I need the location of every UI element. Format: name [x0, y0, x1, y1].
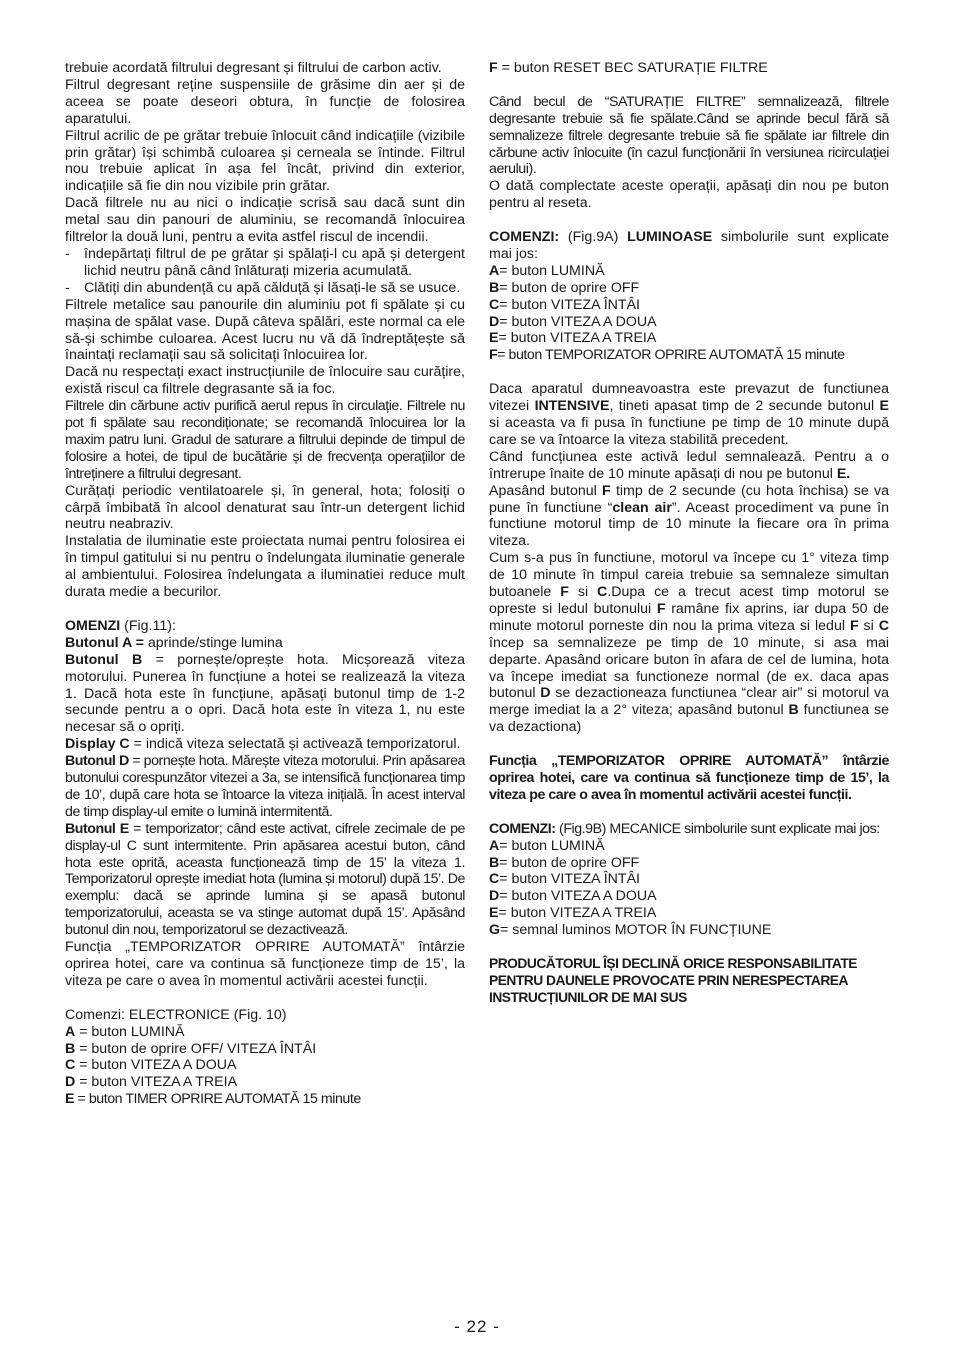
mecanice-item: C= buton VITEZA ÎNTÂI	[489, 871, 641, 888]
led-paragraph: Când funcțiunea este activă ledul semnalează. Pentru a o întrerupe înaite de 10 minute apăsați di nou pe butonul E.	[489, 448, 889, 482]
maintenance-paragraph: Curățați periodic ventilatoarele și, în general, hota; folosiți o cârpă îmbibată în alcool denaturat sau într-un detergent lichid neutru neabraziv.	[65, 482, 465, 533]
reset-button-desc: F = buton RESET BEC SATURAȚIE FILTRE	[489, 60, 768, 76]
mecanice-item: G= semnal luminos MOTOR ÎN FUNCȚIUNE	[489, 922, 772, 939]
left-column	[65, 60, 465, 1108]
luminoase-heading: COMENZI: (Fig.9A) LUMINOASE simbolurile sunt explicate mai jos:	[489, 229, 889, 262]
omenzi-heading: OMENZI (Fig.11):	[65, 617, 176, 634]
button-d-desc: Butonul D = pornește hota. Mărește viteza motorului. Prin apăsarea butonului corespunzător vitezei a 3a, se intensifică funcționarea timp de 10’, după care hota se întoarce la viteza inițială. În acest interval de timp display-ul emite o lumină intermitentă.	[65, 753, 466, 820]
maintenance-paragraph: Instalatia de iluminatie este proiectata numai pentru folosirea ei în timpul gatitului si nu pentru o îndelungata iluminatie generale al ambientului. Folosirea îndelungata a iluminatiei reduce mult durata medie a becurilor.	[65, 533, 465, 601]
intro-paragraph: trebuie acordată filtrului degresant și filtrului de carbon activ.	[65, 60, 442, 76]
saturatie-paragraph: O dată complectate aceste operații, apăsați din nou pe buton pentru al reseta.	[489, 178, 889, 212]
timer-note-bold: Funcția „TEMPORIZATOR OPRIRE AUTOMATĂ” întârzie oprirea hotei, care va continua să funcționeze timp de 15’, la viteza pe care o avea în momentul activării acestei funcții.	[489, 753, 889, 803]
cleaning-step-text: Clătiți din abundență cu apă călduță și lăsați-le să se usuce.	[84, 279, 461, 296]
intensive-paragraph: Daca aparatul dumneavoastra este prevazut de functiunea vitezei INTENSIVE, tineti apasat timp de 2 secunde butonul E si aceasta va fi pusa în functiune pe timp de 10 minute după care se va întoarce la viteza stabilită precedent.	[489, 381, 890, 448]
button-b-desc: Butonul B = pornește/oprește hota. Micșorează viteza motorului. Punerea în funcțiune a hotei se realizează la viteza 1. Dacă hota este în funcțiune, apăsați butonul timp de 1-2 secunde pentru a o opri. Dacă hota este în viteza 1, nu este necesar să o opriți.	[65, 651, 466, 736]
electronice-heading: Comenzi: ELECTRONICE (Fig. 10)	[65, 1006, 287, 1023]
luminoase-item: E= buton VITEZA A TREIA	[489, 330, 657, 347]
right-column	[489, 60, 889, 1007]
cycle-paragraph: Cum s-a pus în functiune, motorul va începe cu 1° viteza timp de 10 minute în timpul careia trebuie sa semnaleze simultan butoanele F si C.Dupa ce a trecut acest timp motorul se opreste si ledul butonului F ramâne fix aprins, iar dupa 50 de minute motorul porneste din nou la prima viteza si ledul F si C încep sa semnalizeze pe timp de 10 minute, si asa mai departe. Apasând oricare buton în afara de cel de lumina, hota va începe imediat sa functioneze normal (de ex. daca apas butonul D se dezactioneaza functiunea “clear air” si motorul va merge imediat la a 2° viteza; apasând butonul B functiunea se va dezactiona)	[489, 550, 890, 736]
electronice-item: A = buton LUMINĂ	[65, 1023, 185, 1040]
saturatie-paragraph: Când becul de “SATURAȚIE FILTRE” semnalizează, filtrele degresante trebuie să fie spălate.Când se aprinde becul fără să semnalizeze filtrele degresante trebuie să fie spălate iar filtrele din cărbune activ înlocuite (în cazul funcționării în versiunea ricirculației aerului).	[489, 93, 889, 178]
luminoase-item: F= buton TEMPORIZATOR OPRIRE AUTOMATĂ 15 minute	[489, 347, 845, 364]
intro-paragraph: Filtrul acrilic de pe grătar trebuie înlocuit când indicațiile (vizibile prin grătar) își schimbă culoarea și cerneala se întinde. Filtrul nou trebuie aplicat în așa fel încât, privind din exterior, indicațiile să fie din nou vizibile prin grătar.	[65, 127, 465, 195]
luminoase-item: A= buton LUMINĂ	[489, 262, 605, 279]
mecanice-item: D= buton VITEZA A DOUA	[489, 888, 657, 905]
maintenance-paragraph: Filtrele metalice sau panourile din aluminiu pot fi spălate și cu mașina de spălat vase. După câteva spălări, este normal ca ele să-și schimbe culoarea. Acest lucru nu vă dă îndreptățește să înaintați reclamații sau să solicitați înlocuirea lor.	[65, 296, 465, 364]
cleaning-step-text: îndepărtați filtrul de pe grătar și spălați-l cu apă și detergent lichid neutru până când înlăturați mizeria acumulată.	[84, 245, 465, 279]
electronice-item: D = buton VITEZA A TREIA	[65, 1074, 238, 1091]
mecanice-heading: COMENZI: (Fig.9B) MECANICE simbolurile sunt explicate mai jos:	[489, 820, 880, 837]
display-c-desc: Display C = indică viteza selectată și activează temporizatorul.	[65, 736, 461, 753]
timer-note: Funcția „TEMPORIZATOR OPRIRE AUTOMATĂ” întârzie oprirea hotei, care va continua să funcționeze timp de 15’, la viteza pe care o avea în momentul activării acestei funcții.	[65, 939, 465, 989]
page-number: - 22 -	[454, 1317, 500, 1336]
luminoase-item: B= buton de oprire OFF	[489, 279, 640, 296]
mecanice-item: A= buton LUMINĂ	[489, 837, 605, 854]
electronice-item: B = buton de oprire OFF/ VITEZA ÎNTÂI	[65, 1040, 317, 1057]
electronice-item: C = buton VITEZA A DOUA	[65, 1057, 237, 1074]
mecanice-item: B= buton de oprire OFF	[489, 854, 640, 871]
clean-air-paragraph: Apasând butonul F timp de 2 secunde (cu hota închisa) se va pune în functiune “clean air”. Aceast procediment va pune în functiune motorul timp de 10 minute la fiecare ora în prima viteza.	[489, 482, 889, 550]
intro-paragraph: Dacă filtrele nu au nici o indicație scrisă sau dacă sunt din metal sau din panouri de aluminiu, se recomandă înlocuirea filtrelor la două luni, pentru a evita astfel riscul de incendii.	[65, 195, 465, 246]
maintenance-paragraph: Filtrele din cărbune activ purifică aerul repus în circulație. Filtrele nu pot fi spălate sau recondiționate; se recomandă înlocuirea lor la maxim patru luni. Gradul de saturare a filtrului depinde de timpul de folosire a hotei, de tipul de bucătărie și de frecvența operațiilor de întreținere a filtrului degresant.	[65, 398, 465, 482]
cleaning-step	[65, 280, 465, 297]
intro-paragraph: Filtrul degresant reține suspensiile de grăsime din aer și de aceea se poate deseori obtura, în funcție de folosirea aparatului.	[65, 76, 465, 127]
maintenance-paragraph: Dacă nu respectați exact instrucțiunile de înlocuire sau curățire, există riscul ca filtrele degrasante să ia foc.	[65, 364, 465, 398]
electronice-item: E = buton TIMER OPRIRE AUTOMATĂ 15 minute	[65, 1091, 361, 1108]
luminoase-item: D= buton VITEZA A DOUA	[489, 313, 657, 330]
dash-marker: -	[65, 279, 70, 296]
cleaning-step	[65, 246, 465, 280]
mecanice-item: E= buton VITEZA A TREIA	[489, 905, 657, 922]
dash-marker: -	[65, 245, 70, 262]
luminoase-item: C= buton VITEZA ÎNTÂI	[489, 296, 641, 313]
button-e-desc: Butonul E = temporizator; când este activat, cifrele zecimale de pe display-ul C sunt intermitente. Prin apăsarea acestui buton, când hota este oprită, aceasta funcționează timp de 15’ la viteza 1. Temporizatorul oprește imediat hota (lumina și motorul) după 15’. De exemplu: dacă se aprinde lumina și se apasă butonul temporizatorului, aceasta se va stinge automat după 15’. Apăsând butonul din nou, temporizatorul se dezactivează.	[65, 820, 465, 939]
disclaimer: PRODUCĂTORUL ÎȘI DECLINĂ ORICE RESPONSABILITATE PENTRU DAUNELE PROVOCATE PRIN NERESPECTAREA INSTRUCȚIUNILOR DE MAI SUS	[489, 955, 857, 1005]
button-a-desc: Butonul A = aprinde/stinge lumina	[65, 634, 283, 651]
